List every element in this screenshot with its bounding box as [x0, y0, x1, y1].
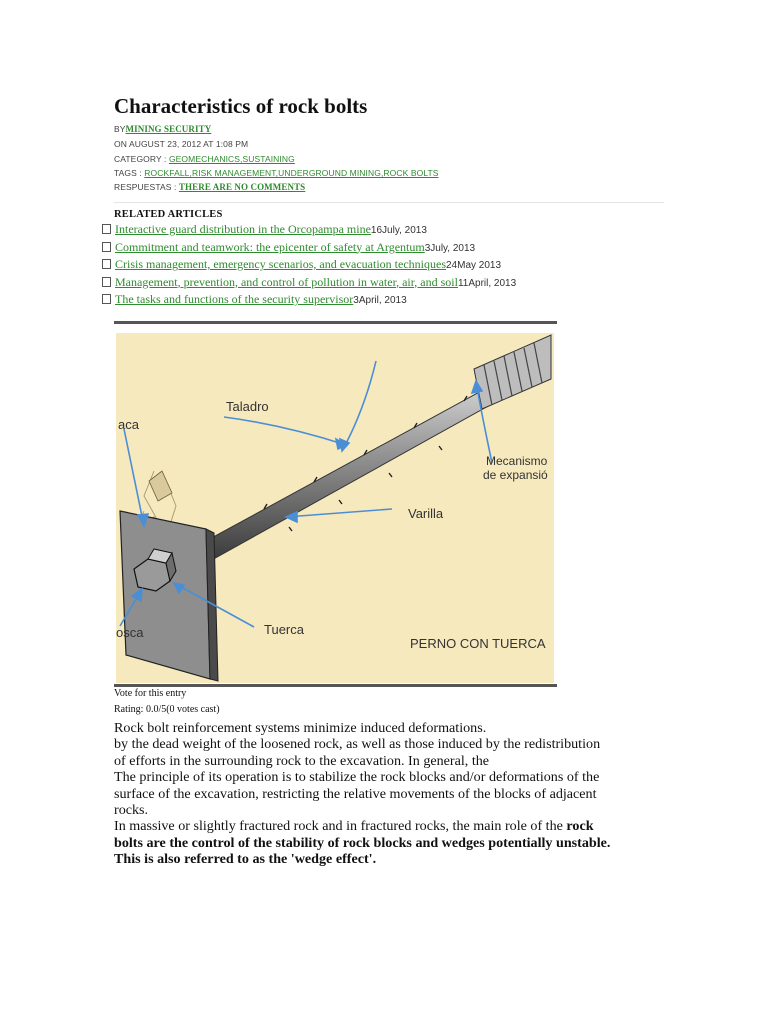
related-article-day: 16	[370, 225, 383, 236]
responses-line	[114, 182, 305, 192]
list-item	[102, 222, 516, 240]
rating-text: Rating: 0.0/5(0 votes cast)	[114, 704, 220, 715]
bullet-box-icon	[102, 242, 111, 252]
related-article-date: July, 2013	[430, 242, 476, 254]
tags-prefix: TAGS :	[114, 168, 145, 178]
page-title: Characteristics of rock bolts	[114, 94, 368, 118]
post-date: ON AUGUST 23, 2012 AT 1:08 PM	[114, 139, 249, 149]
paragraph	[114, 818, 614, 867]
related-article-link[interactable]: Interactive guard distribution in the Orcopampa mine	[115, 222, 371, 236]
label-expansion: de expansió	[483, 468, 548, 482]
related-article-link[interactable]: The tasks and functions of the security supervisor	[115, 292, 354, 306]
related-article-day: 3	[353, 295, 359, 306]
list-item	[102, 292, 516, 310]
figure-caption: PERNO CON TUERCA	[410, 636, 546, 651]
meta-divider	[114, 202, 664, 203]
category-line	[114, 154, 295, 164]
paragraph: Rock bolt reinforcement systems minimize induced deformations.	[114, 720, 487, 736]
related-article-date: April, 2013	[358, 295, 407, 306]
related-article-day: 24	[446, 260, 458, 271]
related-article-link[interactable]: Crisis management, emergency scenarios, and evacuation techniques	[115, 257, 446, 271]
list-item	[102, 240, 516, 258]
related-article-date: May 2013	[457, 260, 502, 271]
label-rosca: osca	[116, 625, 144, 640]
bullet-box-icon	[102, 224, 111, 234]
paragraph: by the dead weight of the loosened rock, as well as those induced by the redistribution of efforts in the surrounding rock to the excavation. In general, the	[114, 736, 601, 769]
figure-bottom-border	[114, 684, 557, 687]
by-prefix: BY	[114, 124, 126, 134]
bullet-box-icon	[102, 277, 111, 287]
label-mecanismo: Mecanismo	[486, 454, 548, 468]
figure-top-border	[114, 321, 557, 324]
paragraph-text: In massive or slightly fractured rock and in fractured rocks, the main role of the	[114, 818, 563, 835]
related-article-day: 3	[424, 242, 431, 254]
related-article-day: 11	[457, 277, 469, 289]
byline	[114, 124, 211, 134]
comments-link[interactable]: THERE ARE NO COMMENTS	[178, 182, 306, 192]
tags-line	[114, 168, 439, 178]
related-articles-list	[102, 222, 516, 310]
list-item	[102, 275, 516, 293]
author-link[interactable]: MINING SECURITY	[125, 124, 212, 134]
article-body	[114, 720, 614, 868]
list-item	[102, 257, 516, 275]
paragraph: The principle of its operation is to stabilize the rock blocks and/or deformations of the surface of the excavation, restricting the relative movements of the blocks of adjacent rocks.	[114, 769, 600, 819]
category-prefix: CATEGORY :	[114, 154, 169, 164]
label-placa: aca	[118, 417, 139, 432]
related-article-date: April, 2013	[468, 277, 517, 289]
label-tuerca: Tuerca	[264, 622, 304, 637]
bullet-box-icon	[102, 259, 111, 269]
label-varilla: Varilla	[408, 506, 444, 521]
category-links[interactable]: GEOMECHANICS,SUSTAINING	[168, 154, 295, 164]
related-article-date: July, 2013	[382, 225, 427, 236]
vote-label: Vote for this entry	[114, 688, 187, 699]
rock-bolt-diagram	[114, 321, 557, 687]
related-articles-heading: RELATED ARTICLES	[114, 209, 223, 220]
responses-prefix: RESPUESTAS :	[114, 182, 179, 192]
tag-links[interactable]: ROCKFALL,RISK MANAGEMENT,UNDERGROUND MINING,ROCK BOLTS	[144, 168, 439, 178]
related-article-link[interactable]: Management, prevention, and control of pollution in water, air, and soil	[115, 274, 458, 289]
paragraph-bold-text: rock bolts are the control of the stability of rock blocks and wedges potentially unstable. This is also referred to as the 'wedge effect'.	[114, 818, 611, 868]
related-article-link[interactable]: Commitment and teamwork: the epicenter of safety at Argentum	[115, 239, 425, 254]
bullet-box-icon	[102, 294, 111, 304]
label-taladro: Taladro	[226, 399, 269, 414]
